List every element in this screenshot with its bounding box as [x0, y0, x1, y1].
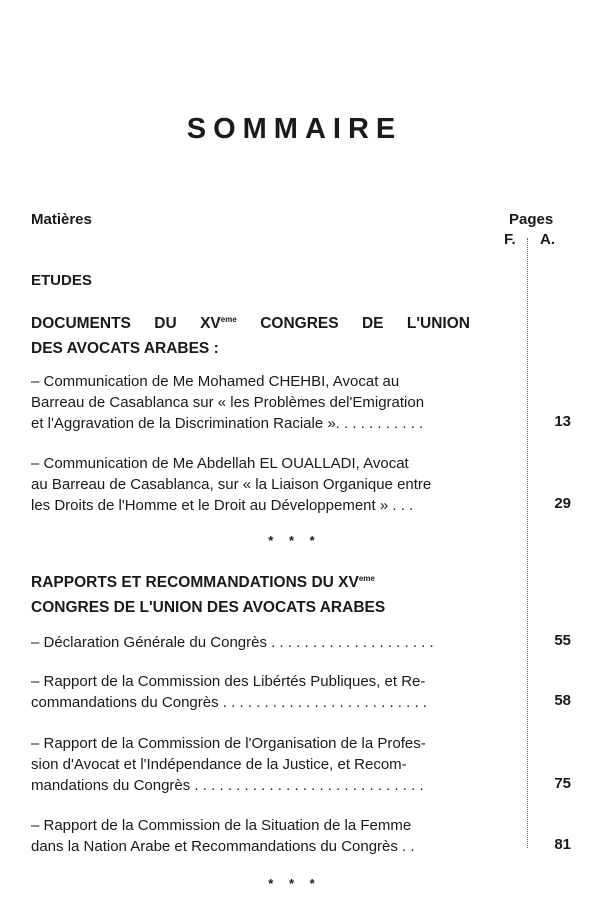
entry-line: – Rapport de la Commission de l'Organisation de la Profes- [31, 735, 426, 752]
entry-line: les Droits de l'Homme et le Droit au Développement » . . . [31, 497, 414, 514]
entry-line: – Rapport de la Commission de la Situation de la Femme [31, 817, 412, 834]
superscript: eme [220, 314, 237, 324]
superscript: eme [358, 573, 375, 583]
toc-entry-chehbi[interactable] [31, 371, 481, 434]
entry-line: au Barreau de Casablanca, sur « la Liaison Organique entre [31, 476, 432, 493]
matieres-header: Matières [31, 211, 92, 228]
etudes-heading: ETUDES [31, 272, 92, 289]
entry-line: – Déclaration Générale du Congrès . . . . . . . . . . . . . . . . . . . . [31, 634, 434, 651]
section-heading-documents [31, 311, 470, 361]
section-heading-line: CONGRES DE L'UNION DES AVOCATS ARABES [31, 599, 386, 616]
page-number: 58 [554, 692, 571, 709]
page-number: 81 [554, 836, 571, 853]
section-heading-text: DOCUMENTS DU XV [31, 315, 221, 332]
section-heading-line [31, 570, 481, 595]
page-title: SOMMAIRE [186, 113, 403, 145]
section-heading-line: DES AVOCATS ARABES : [31, 340, 219, 357]
page-number: 13 [554, 413, 571, 430]
entry-line: commandations du Congrès . . . . . . . . . . . . . . . . . . . . . . . . . [31, 694, 427, 711]
toc-entry-declaration[interactable] [31, 632, 481, 653]
section-heading-text: RAPPORTS ET RECOMMANDATIONS DU XV [31, 574, 359, 591]
page-number: 29 [554, 495, 571, 512]
entry-line: dans la Nation Arabe et Recommandations du Congrès . . [31, 838, 415, 855]
column-a-header: A. [540, 231, 555, 248]
pages-header: Pages [509, 211, 554, 228]
entry-line: et l'Aggravation de la Discrimination Raciale ». . . . . . . . . . . [31, 415, 424, 432]
page-number: 55 [554, 632, 571, 649]
entry-line: – Communication de Me Mohamed CHEHBI, Avocat au [31, 373, 400, 390]
section-heading-rapports [31, 570, 481, 620]
toc-entry-libertes[interactable] [31, 671, 481, 713]
toc-entry-femme[interactable] [31, 815, 481, 857]
entry-line: Barreau de Casablanca sur « les Problèmes del'Emigration [31, 394, 425, 411]
toc-entry-organisation[interactable] [31, 733, 481, 796]
toc-entry-el-oualladi[interactable] [31, 453, 481, 516]
entry-line: – Rapport de la Commission des Libértés Publiques, et Re- [31, 673, 426, 690]
section-heading-line [31, 311, 470, 336]
section-separator: * * * [268, 876, 321, 891]
page-number: 75 [554, 775, 571, 792]
section-separator: * * * [268, 533, 321, 548]
column-f-header: F. [504, 231, 516, 248]
entry-line: – Communication de Me Abdellah EL OUALLADI, Avocat [31, 455, 409, 472]
entry-line: mandations du Congrès . . . . . . . . . . . . . . . . . . . . . . . . . . . . [31, 777, 424, 794]
section-heading-text: CONGRES DE L'UNION [260, 315, 470, 332]
entry-line: sion d'Avocat et l'Indépendance de la Justice, et Recom- [31, 756, 407, 773]
